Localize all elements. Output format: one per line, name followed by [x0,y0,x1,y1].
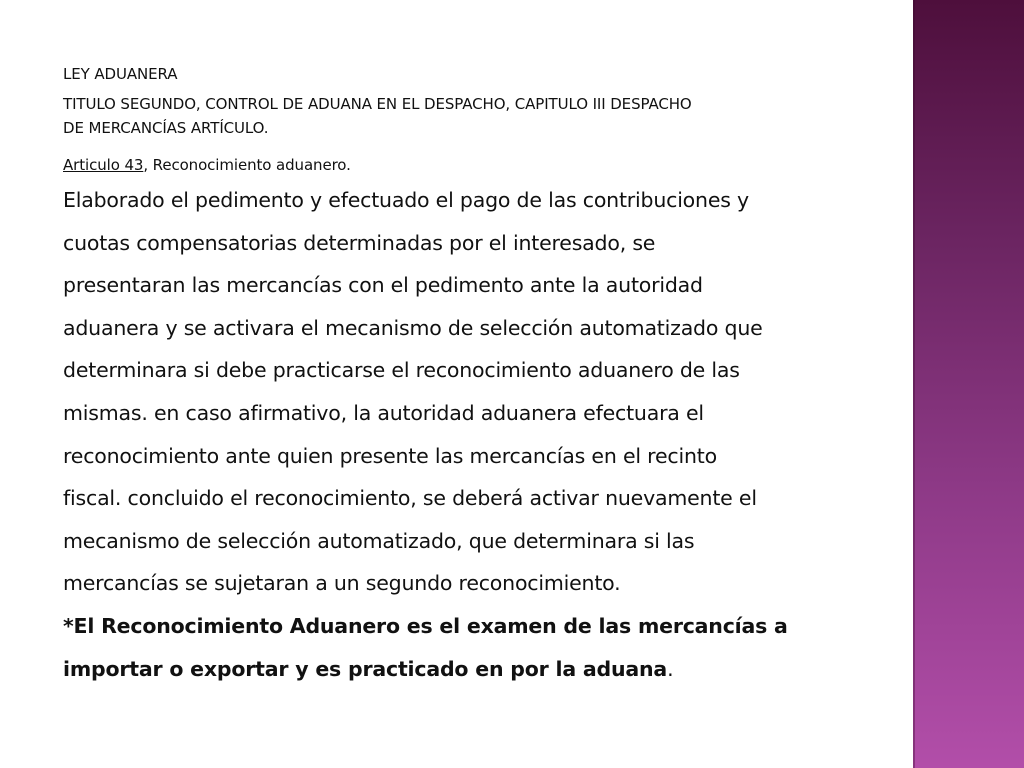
article-link[interactable]: Articulo 43 [63,156,144,174]
body-line: fiscal. concluido el reconocimiento, se deberá activar nuevamente el [63,486,757,511]
body-line: mecanismo de selección automatizado, que determinara si las [63,528,695,553]
article-description: , Reconocimiento aduanero. [143,156,351,174]
article-line [63,155,863,175]
body-line: mismas. en caso afirmativo, la autoridad aduanera efectuara el [63,400,704,425]
body-line: cuotas compensatorias determinadas por el interesado, se [63,230,656,255]
body-line: reconocimiento ante quien presente las mercancías en el recinto [63,443,717,468]
section-title-line-2: DE MERCANCÍAS ARTÍCULO. [63,119,269,137]
decorative-sidebar [913,0,1024,768]
body-line: mercancías se sujetaran a un segundo reconocimiento. [63,571,621,596]
body-line: aduanera y se activara el mecanismo de selección automatizado que [63,315,763,340]
definition-period: . [667,656,674,681]
section-title-line-1: TITULO SEGUNDO, CONTROL DE ADUANA EN EL DESPACHO, CAPITULO III DESPACHO [63,95,692,113]
body-line: presentaran las mercancías con el pedimento ante la autoridad [63,273,703,298]
body-line: Elaborado el pedimento y efectuado el pago de las contribuciones y [63,188,749,212]
definition-paragraph [63,605,863,690]
law-heading: LEY ADUANERA [63,65,178,83]
slide-content [63,64,863,690]
definition-line-1: *El Reconocimiento Aduanero es el examen de las mercancías a [63,613,788,638]
body-paragraph [63,179,863,605]
definition-line-2-text: importar o exportar y es practicado en por la aduana [63,656,668,681]
definition-line-2 [63,648,863,691]
body-line: determinara si debe practicarse el reconocimiento aduanero de las [63,358,740,383]
